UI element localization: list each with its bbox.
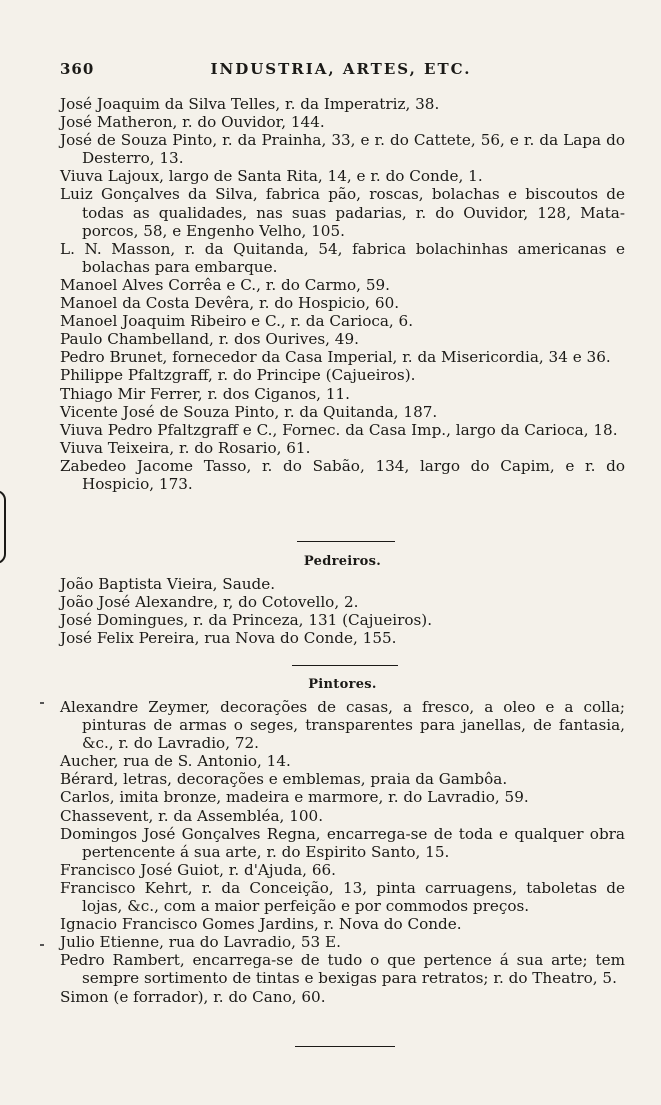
list-item: Philippe Pfaltzgraff, r. do Principe (Cajueiros).	[60, 366, 416, 385]
list-item: Chassevent, r. da Assembléa, 100.	[60, 806, 324, 825]
list-item: João José Alexandre, r, do Cotovello, 2.	[60, 593, 359, 612]
section-divider	[297, 541, 395, 542]
list-item: Julio Etienne, rua do Lavradio, 53 E.	[60, 933, 341, 952]
list-item: Viuva Lajoux, largo de Santa Rita, 14, e r. do Conde, 1.	[60, 167, 483, 186]
list-item: Pedro Rambert, encarrega-se de tudo o que pertence á sua arte; tem sempre sortimento de tintas e bexigas para retratos; r. do Theatro, 5.	[60, 951, 625, 988]
section-title-pedreiros: Pedreiros.	[303, 554, 382, 569]
list-item: Manoel da Costa Devêra, r. do Hospicio, 60.	[60, 294, 400, 313]
list-item: Carlos, imita bronze, madeira e marmore, r. do Lavradio, 59.	[60, 788, 529, 807]
list-item: Thiago Mir Ferrer, r. dos Ciganos, 11.	[60, 384, 350, 403]
list-item: João Baptista Vieira, Saude.	[60, 575, 276, 593]
entries-block	[60, 95, 625, 493]
list-item: Simon (e forrador), r. do Cano, 60.	[60, 987, 326, 1006]
list-item: Paulo Chambelland, r. dos Ourives, 49.	[60, 330, 359, 349]
page-number: 360	[60, 60, 95, 78]
list-item: Ignacio Francisco Gomes Jardins, r. Nova do Conde.	[60, 915, 462, 934]
list-item: Domingos José Gonçalves Regna, encarrega-se de toda e qualquer obra pertencente á sua arte, r. do Espirito Santo, 15.	[60, 824, 625, 861]
list-item: Vicente José de Souza Pinto, r. da Quitanda, 187.	[60, 402, 438, 421]
margin-mark	[40, 944, 44, 946]
section-divider	[292, 665, 398, 666]
list-item: L. N. Masson, r. da Quitanda, 54, fabrica bolachinhas americanas e bolachas para embarque.	[60, 239, 625, 276]
running-title: INDUSTRIA, ARTES, ETC.	[210, 60, 472, 78]
list-item: Pedro Brunet, fornecedor da Casa Imperial, r. da Misericordia, 34 e 36.	[60, 348, 611, 367]
list-item: Luiz Gonçalves da Silva, fabrica pão, roscas, bolachas e biscoutos de todas as qualidades, nas suas padarias, r. do Ouvidor, 128, Mata-porcos, 58, e Engenho Velho, 105.	[60, 185, 625, 240]
list-item: José de Souza Pinto, r. da Prainha, 33, e r. do Cattete, 56, e r. da Lapa do Desterro, 13.	[60, 131, 625, 168]
pintores-list	[60, 698, 625, 1006]
list-item: José Joaquim da Silva Telles, r. da Imperatriz, 38.	[60, 95, 440, 113]
list-item: Viuva Teixeira, r. do Rosario, 61.	[60, 438, 311, 457]
section-title-pintores: Pintores.	[308, 677, 377, 692]
list-item: Aucher, rua de S. Antonio, 14.	[60, 752, 291, 771]
list-item: Alexandre Zeymer, decorações de casas, a fresco, a oleo e a colla; pinturas de armas o seges, transparentes para janellas, de fantasia, &c., r. do Lavradio, 72.	[60, 698, 625, 753]
list-item: Bérard, letras, decorações e emblemas, praia da Gambôa.	[60, 770, 508, 789]
list-item: José Felix Pereira, rua Nova do Conde, 155.	[60, 629, 397, 648]
list-item: José Matheron, r. do Ouvidor, 144.	[60, 113, 325, 132]
list-item: José Domingues, r. da Princeza, 131 (Cajueiros).	[60, 611, 433, 630]
list-item: Manoel Alves Corrêa e C., r. do Carmo, 59.	[60, 275, 390, 294]
list-item: Francisco Kehrt, r. da Conceição, 13, pinta carruagens, taboletas de lojas, &c., com a maior perfeição e por commodos preços.	[60, 878, 625, 916]
end-divider	[295, 1046, 395, 1047]
list-item: Manoel Joaquim Ribeiro e C., r. da Carioca, 6.	[60, 312, 414, 331]
margin-mark	[40, 702, 44, 704]
running-header	[60, 60, 622, 82]
list-item: Zabedeo Jacome Tasso, r. do Sabão, 134, largo do Capim, e r. do Hospicio, 173.	[60, 456, 625, 493]
binding-edge-mark	[0, 490, 6, 564]
list-item: Viuva Pedro Pfaltzgraff e C., Fornec. da Casa Imp., largo da Carioca, 18.	[60, 420, 618, 439]
pedreiros-list	[60, 575, 625, 647]
list-item: Francisco José Guiot, r. d'Ajuda, 66.	[60, 860, 336, 879]
